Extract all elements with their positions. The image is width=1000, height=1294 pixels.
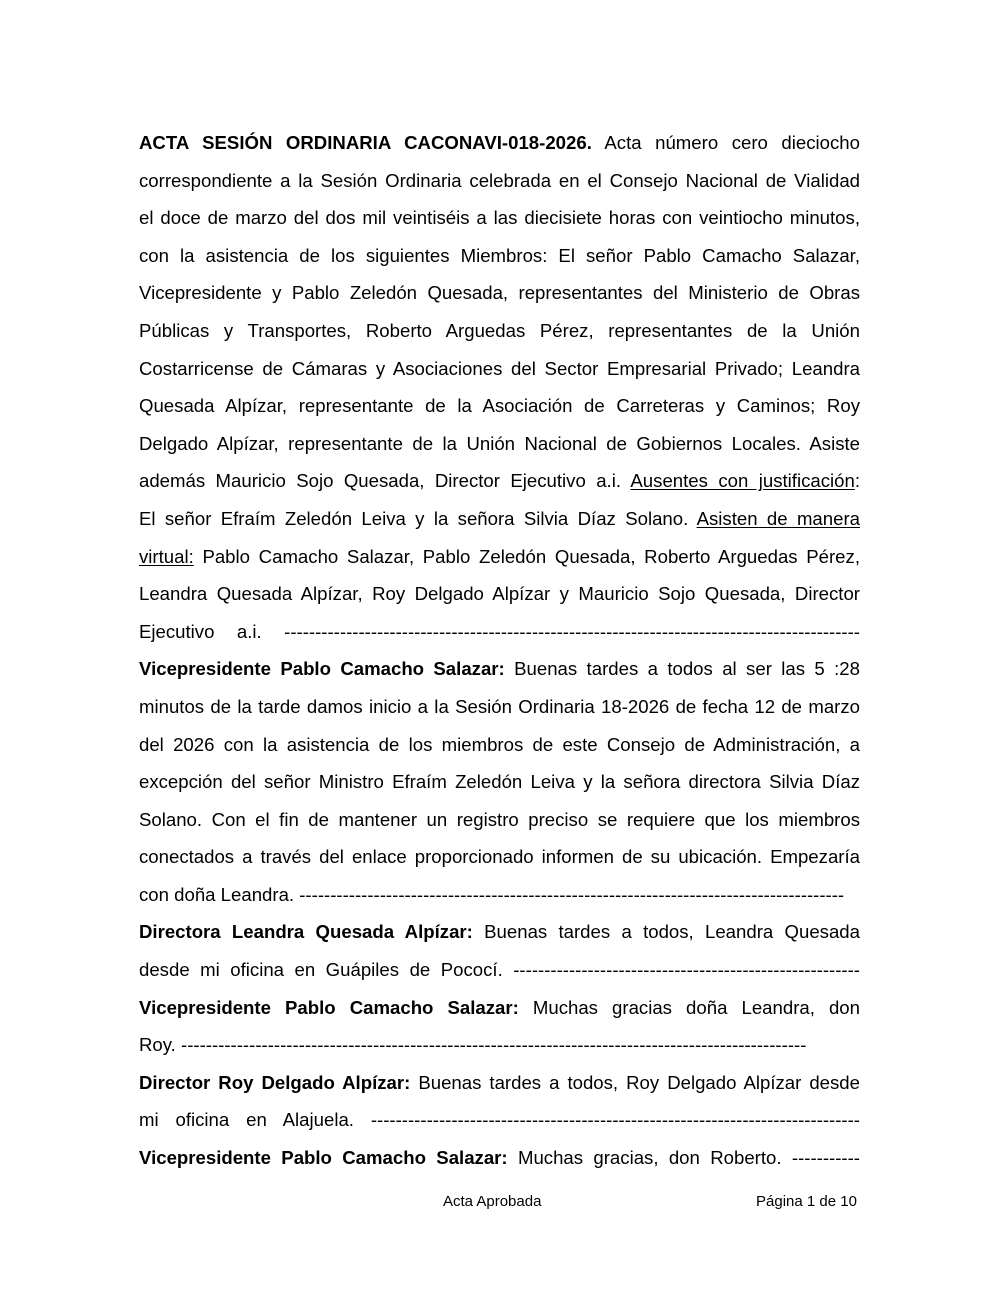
speaker-label: Vicepresidente Pablo Camacho Salazar: [139, 996, 519, 1018]
line-text: desde mi oficina en Guápiles de Pococí. -------------------------------------------------------- [139, 959, 860, 981]
line-text: Solano. Con el fin de mantener un registro preciso se requiere que los miembros [139, 808, 860, 830]
document-line [139, 801, 860, 839]
document-line [139, 838, 860, 876]
line-text: Quesada Alpízar, representante de la Asociación de Carreteras y Caminos; Roy [139, 395, 860, 417]
speaker-label: Directora Leandra Quesada Alpízar: [139, 921, 473, 943]
line-text: del 2026 con la asistencia de los miembros de este Consejo de Administración, a [139, 733, 860, 755]
document-line [139, 237, 860, 275]
line-text: Muchas gracias, don Roberto. ----------- [507, 1147, 860, 1169]
document-line [139, 199, 860, 237]
line-text: mi oficina en Alajuela. ------------------------------------------------------------------------------- [139, 1109, 860, 1131]
document-line [139, 350, 860, 388]
document-line [139, 1064, 860, 1102]
line-text: el doce de marzo del dos mil veintiséis a las diecisiete horas con veintiocho minutos, [139, 207, 860, 229]
footer-status: Acta Aprobada [443, 1193, 542, 1210]
document-line [139, 688, 860, 726]
document-line [139, 650, 860, 688]
underlined-label: Ausentes con justificación [630, 470, 855, 492]
line-text: Buenas tardes a todos, Roy Delgado Alpízar desde [410, 1071, 860, 1093]
line-text: Costarricense de Cámaras y Asociaciones del Sector Empresarial Privado; Leandra [139, 357, 860, 379]
document-line [139, 951, 860, 989]
document-line [139, 1101, 860, 1139]
speaker-label: Vicepresidente Pablo Camacho Salazar: [139, 1147, 508, 1169]
document-line [139, 1026, 860, 1064]
document-line [139, 876, 860, 914]
document-line [139, 913, 860, 951]
line-text: Vicepresidente y Pablo Zeledón Quesada, representantes del Ministerio de Obras [139, 282, 860, 304]
line-text: Acta número cero dieciocho [591, 132, 860, 153]
underlined-label: virtual: [139, 545, 194, 567]
document-body [139, 124, 860, 1177]
underlined-label: Asisten de manera [696, 507, 860, 529]
document-line [139, 274, 860, 312]
line-text: Delgado Alpízar, representante de la Unión Nacional de Gobiernos Locales. Asiste [139, 432, 860, 454]
document-line [139, 462, 860, 500]
line-text: Pablo Camacho Salazar, Pablo Zeledón Quesada, Roberto Arguedas Pérez, [193, 545, 860, 567]
line-text: excepción del señor Ministro Efraím Zeledón Leiva y la señora directora Silvia Díaz [139, 771, 860, 793]
document-line [139, 575, 860, 613]
line-text: Leandra Quesada Alpízar, Roy Delgado Alpízar y Mauricio Sojo Quesada, Director [139, 583, 860, 605]
document-line [139, 726, 860, 764]
line-text: Buenas tardes a todos al ser las 5 :28 [504, 658, 860, 680]
speaker-label: ACTA SESIÓN ORDINARIA CACONAVI-018-2026. [139, 132, 592, 153]
line-text: Muchas gracias doña Leandra, don [518, 996, 860, 1018]
document-line [139, 162, 860, 200]
speaker-label: Director Roy Delgado Alpízar: [139, 1071, 411, 1093]
line-text: : [854, 470, 861, 492]
document-line [139, 312, 860, 350]
document-line [139, 613, 860, 651]
document-line [139, 387, 860, 425]
footer-page-number: Página 1 de 10 [756, 1193, 857, 1210]
line-text: minutos de la tarde damos inicio a la Sesión Ordinaria 18-2026 de fecha 12 de marzo [139, 695, 860, 717]
line-text: Roy. ----------------------------------------------------------------------------------------------------- [139, 1034, 807, 1056]
line-text: Buenas tardes a todos, Leandra Quesada [472, 921, 860, 943]
document-line [139, 425, 860, 463]
document-line [139, 763, 860, 801]
speaker-label: Vicepresidente Pablo Camacho Salazar: [139, 658, 505, 680]
document-line [139, 538, 860, 576]
document-line [139, 989, 860, 1027]
document-line [139, 124, 860, 162]
line-text: conectados a través del enlace proporcionado informen de su ubicación. Empezaría [139, 846, 860, 868]
line-text: además Mauricio Sojo Quesada, Director Ejecutivo a.i. [139, 470, 631, 492]
line-text: Ejecutivo a.i. --------------------------------------------------------------------------------------------- [139, 620, 860, 642]
line-text: correspondiente a la Sesión Ordinaria celebrada en el Consejo Nacional de Vialidad [139, 169, 860, 191]
line-text: con doña Leandra. ---------------------------------------------------------------------------------------- [139, 883, 845, 905]
line-text: Públicas y Transportes, Roberto Arguedas Pérez, representantes de la Unión [139, 319, 860, 341]
document-line [139, 1139, 860, 1177]
document-line [139, 500, 860, 538]
line-text: El señor Efraím Zeledón Leiva y la señora Silvia Díaz Solano. [139, 507, 697, 529]
line-text: con la asistencia de los siguientes Miembros: El señor Pablo Camacho Salazar, [139, 244, 860, 266]
